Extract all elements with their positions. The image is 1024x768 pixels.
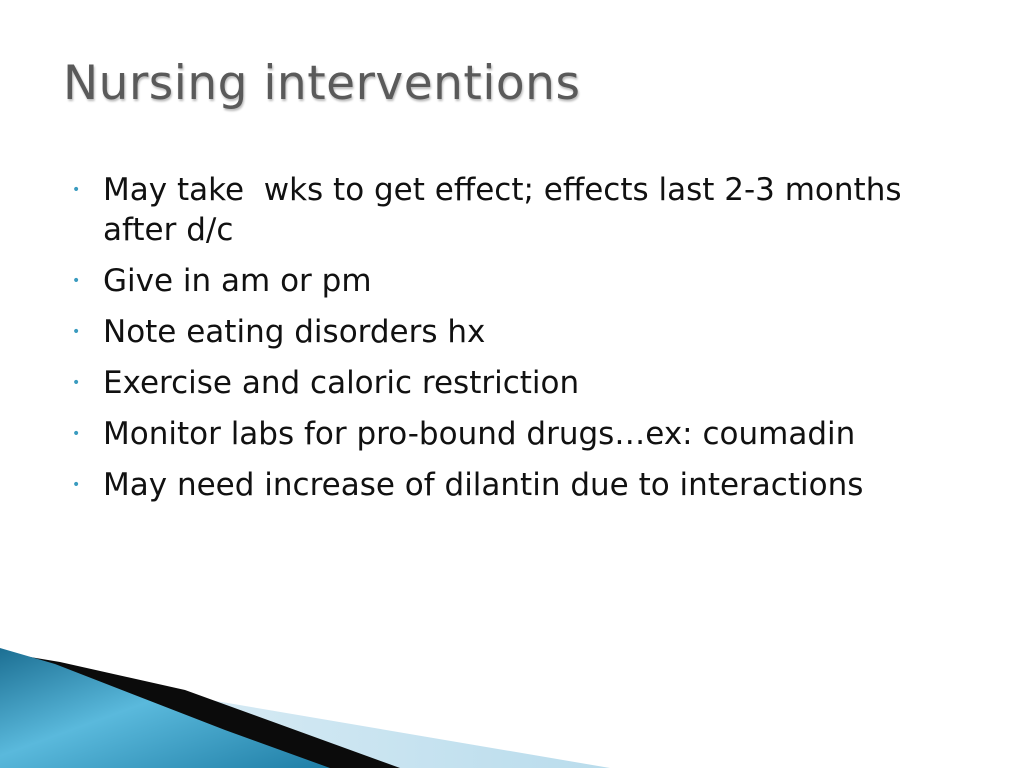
bullet-dot-icon: • — [72, 182, 81, 198]
bullet-item — [72, 170, 962, 250]
bullet-text: May need increase of dilantin due to interactions — [103, 467, 864, 503]
bullet-dot-icon: • — [72, 375, 81, 391]
bullet-item — [72, 363, 962, 403]
bullet-list — [72, 170, 962, 516]
bullet-dot-icon: • — [72, 273, 81, 289]
bullet-text: May take wks to get effect; effects last 2-3 months after d/c — [103, 172, 912, 248]
bullet-item — [72, 261, 962, 301]
bullet-item — [72, 414, 962, 454]
bullet-dot-icon: • — [72, 477, 81, 493]
bullet-dot-icon: • — [72, 426, 81, 442]
bullet-text: Monitor labs for pro-bound drugs…ex: coumadin — [103, 416, 856, 452]
bullet-text: Give in am or pm — [103, 263, 372, 299]
teal-wedge-shape — [0, 648, 330, 768]
slide-title: Nursing interventions — [63, 56, 581, 111]
bullet-item — [72, 465, 962, 505]
bullet-text: Note eating disorders hx — [103, 314, 486, 350]
bullet-item — [72, 312, 962, 352]
dark-ribbon-shape — [0, 652, 400, 768]
light-ribbon-shape — [0, 655, 610, 768]
bullet-text: Exercise and caloric restriction — [103, 365, 580, 401]
bullet-dot-icon: • — [72, 324, 81, 340]
